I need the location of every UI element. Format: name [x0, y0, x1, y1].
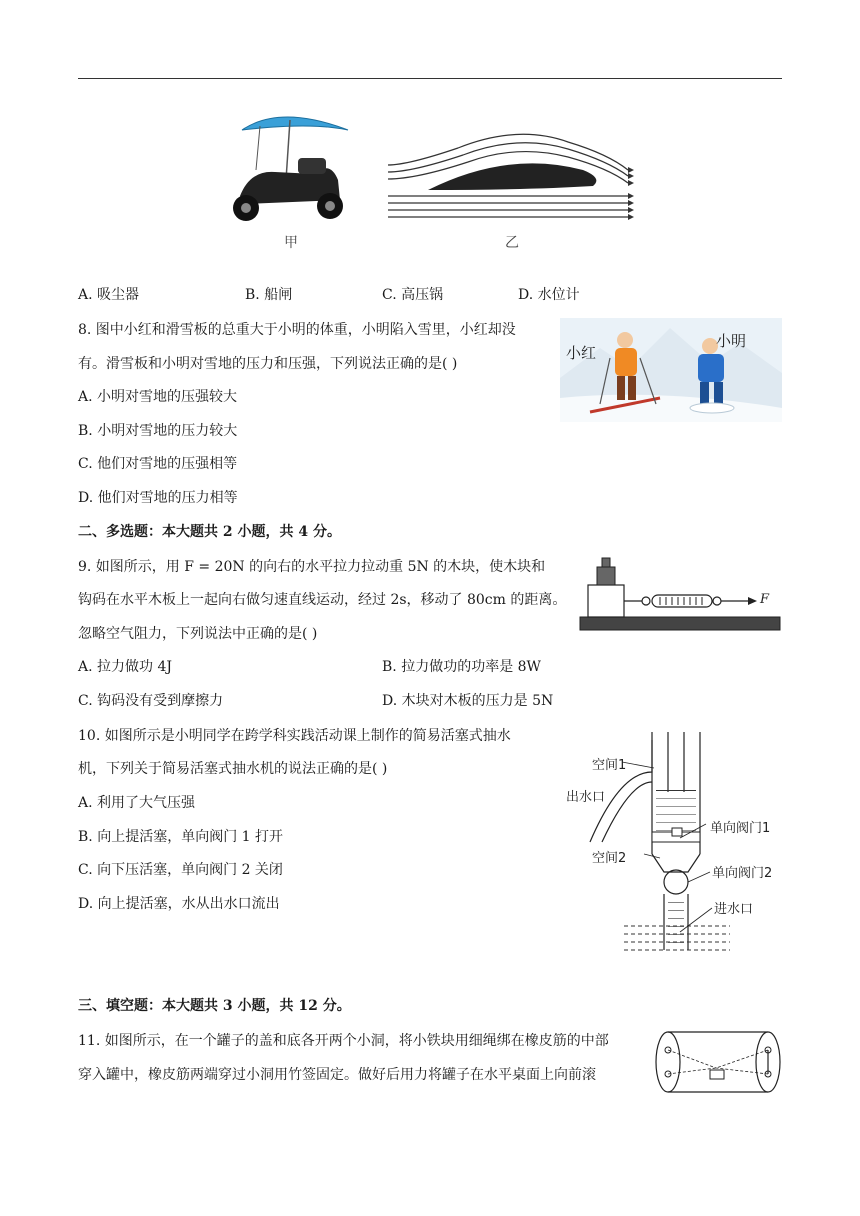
q10-option-a: A. 利用了大气压强 — [78, 795, 196, 811]
q10-option-b: B. 向上提活塞，单向阀门 1 打开 — [78, 829, 283, 845]
q10-option-d: D. 向上提活塞，水从出水口流出 — [78, 896, 280, 912]
q10-stem-line2: 机，下列关于简易活塞式抽水机的说法正确的是( ) — [78, 761, 388, 777]
figure-yi-caption: 乙 — [505, 235, 519, 251]
figure-jia-ebike — [220, 100, 360, 228]
q8-option-c: C. 他们对雪地的压强相等 — [78, 456, 238, 472]
header-rule — [78, 78, 782, 79]
q9-fig-force-label: F — [760, 592, 770, 607]
q7-option-c: C. 高压锅 — [382, 287, 444, 303]
q9-option-b: B. 拉力做功的功率是 8W — [382, 659, 541, 675]
q11-stem-line2: 穿入罐中，橡皮筋两端穿过小洞用竹签固定。做好后用力将罐子在水平桌面上向前滚 — [78, 1067, 596, 1083]
figure-yi-airfoil — [388, 130, 638, 226]
q8-fig-label-red: 小红 — [566, 344, 597, 362]
q9-option-a: A. 拉力做功 4J — [78, 659, 172, 675]
q8-option-a: A. 小明对雪地的压强较大 — [78, 389, 238, 405]
q7-option-d: D. 水位计 — [518, 287, 580, 303]
q8-stem-line2: 有。滑雪板和小明对雪地的压力和压强，下列说法正确的是( ) — [78, 356, 458, 372]
figure-q11-can — [654, 1028, 782, 1098]
q10-fig-valve2: 单向阀门2 — [712, 866, 773, 881]
q8-option-b: B. 小明对雪地的压力较大 — [78, 423, 238, 439]
q7-option-b: B. 船闸 — [245, 287, 293, 303]
q9-stem-line1: 9. 如图所示，用 F = 20N 的向右的水平拉力拉动重 5N 的木块，使木块和 — [78, 559, 546, 575]
q9-option-d: D. 木块对木板的压力是 5N — [382, 693, 554, 709]
q10-fig-valve1: 单向阀门1 — [710, 821, 771, 836]
section2-title: 二、多选题：本大题共 2 小题，共 4 分。 — [78, 524, 341, 540]
q10-fig-inlet: 进水口 — [714, 902, 754, 917]
q7-option-a: A. 吸尘器 — [78, 287, 140, 303]
figure-q8-skiers — [560, 318, 782, 422]
q10-fig-space1: 空间1 — [592, 758, 627, 773]
q8-stem-line1: 8. 图中小红和滑雪板的总重大于小明的体重，小明陷入雪里，小红却没 — [78, 322, 516, 338]
q9-stem-line3: 忽略空气阻力，下列说法中正确的是( ) — [78, 626, 318, 642]
q10-fig-space2: 空间2 — [592, 851, 627, 866]
q10-stem-line1: 10. 如图所示是小明同学在跨学科实践活动课上制作的简易活塞式抽水 — [78, 728, 511, 744]
q11-stem-line1: 11. 如图所示，在一个罐子的盖和底各开两个小洞，将小铁块用细绳绑在橡皮筋的中部 — [78, 1033, 609, 1049]
q8-fig-label-ming: 小明 — [716, 332, 747, 350]
section3-title: 三、填空题：本大题共 3 小题，共 12 分。 — [78, 998, 351, 1014]
q10-fig-outlet: 出水口 — [566, 790, 606, 805]
figure-q9-block-spring — [580, 555, 782, 633]
figure-jia-caption: 甲 — [284, 235, 298, 251]
q9-option-c: C. 钩码没有受到摩擦力 — [78, 693, 224, 709]
q9-stem-line2: 钩码在水平木板上一起向右做匀速直线运动，经过 2s，移动了 80cm 的距离。 — [78, 592, 567, 608]
q8-option-d: D. 他们对雪地的压力相等 — [78, 490, 238, 506]
q10-option-c: C. 向下压活塞，单向阀门 2 关闭 — [78, 862, 283, 878]
